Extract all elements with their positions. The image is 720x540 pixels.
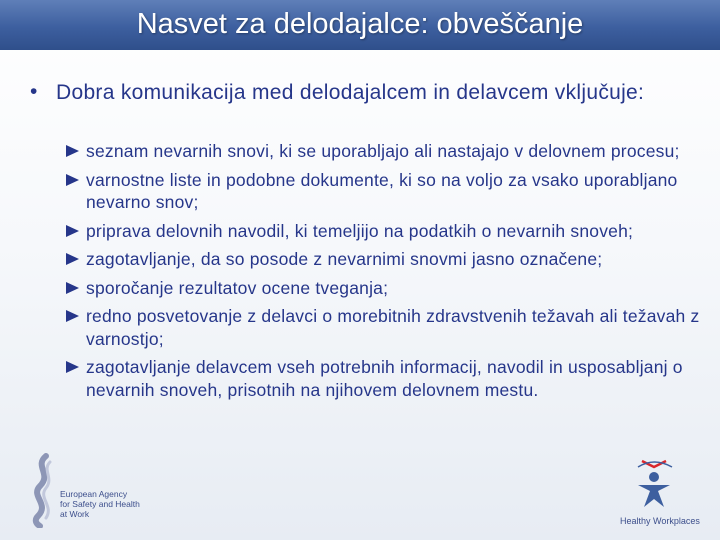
- list-item: [66, 305, 716, 350]
- arrow-icon: [66, 282, 79, 294]
- list-item-text: zagotavljanje delavcem vseh potrebnih informacij, navodil in usposabljanj o nevarnih snoveh, prisotnih na njihovem delovnem mestu.: [86, 357, 683, 400]
- eu-osha-logo: [26, 452, 176, 532]
- arrow-icon: [66, 225, 79, 237]
- agency-emblem-icon: [26, 452, 60, 528]
- list-item-text: varnostne liste in podobne dokumente, ki so na voljo za vsako uporabljano nevarno snov;: [86, 169, 678, 212]
- bullet-list: [66, 140, 716, 407]
- list-item: [66, 140, 716, 163]
- agency-name-line: for Safety and Health: [60, 499, 140, 509]
- healthy-workplaces-icon: [616, 455, 706, 515]
- agency-name-line: at Work: [60, 509, 90, 519]
- list-item-text: redno posvetovanje z delavci o morebitnih zdravstvenih težavah ali težavah z varnostjo;: [86, 306, 700, 349]
- healthy-workplaces-logo: [616, 455, 716, 535]
- arrow-icon: [66, 145, 79, 157]
- list-item-text: seznam nevarnih snovi, ki se uporabljajo ali nastajajo v delovnem procesu;: [86, 141, 680, 161]
- intro-text: Dobra komunikacija med delodajalcem in delavcem vključuje:: [56, 81, 645, 104]
- arrow-icon: [66, 174, 79, 186]
- arrow-icon: [66, 310, 79, 322]
- agency-name: [60, 489, 180, 519]
- bullet-marker: •: [30, 80, 38, 103]
- arrow-icon: [66, 253, 79, 265]
- healthy-workplaces-text: Healthy Workplaces: [620, 516, 700, 526]
- slide-title: Nasvet za delodajalce: obveščanje: [136, 8, 584, 40]
- agency-name-line: European Agency: [60, 489, 128, 499]
- list-item-text: zagotavljanje, da so posode z nevarnimi snovmi jasno označene;: [86, 249, 603, 269]
- list-item-text: priprava delovnih navodil, ki temeljijo na podatkih o nevarnih snoveh;: [86, 220, 634, 241]
- arrow-icon: [66, 361, 79, 373]
- list-item: [66, 356, 716, 401]
- list-item: [66, 277, 716, 300]
- list-item: [66, 220, 716, 243]
- list-item: [66, 169, 716, 214]
- list-item-text: sporočanje rezultatov ocene tveganja;: [86, 277, 389, 298]
- list-item: [66, 248, 716, 271]
